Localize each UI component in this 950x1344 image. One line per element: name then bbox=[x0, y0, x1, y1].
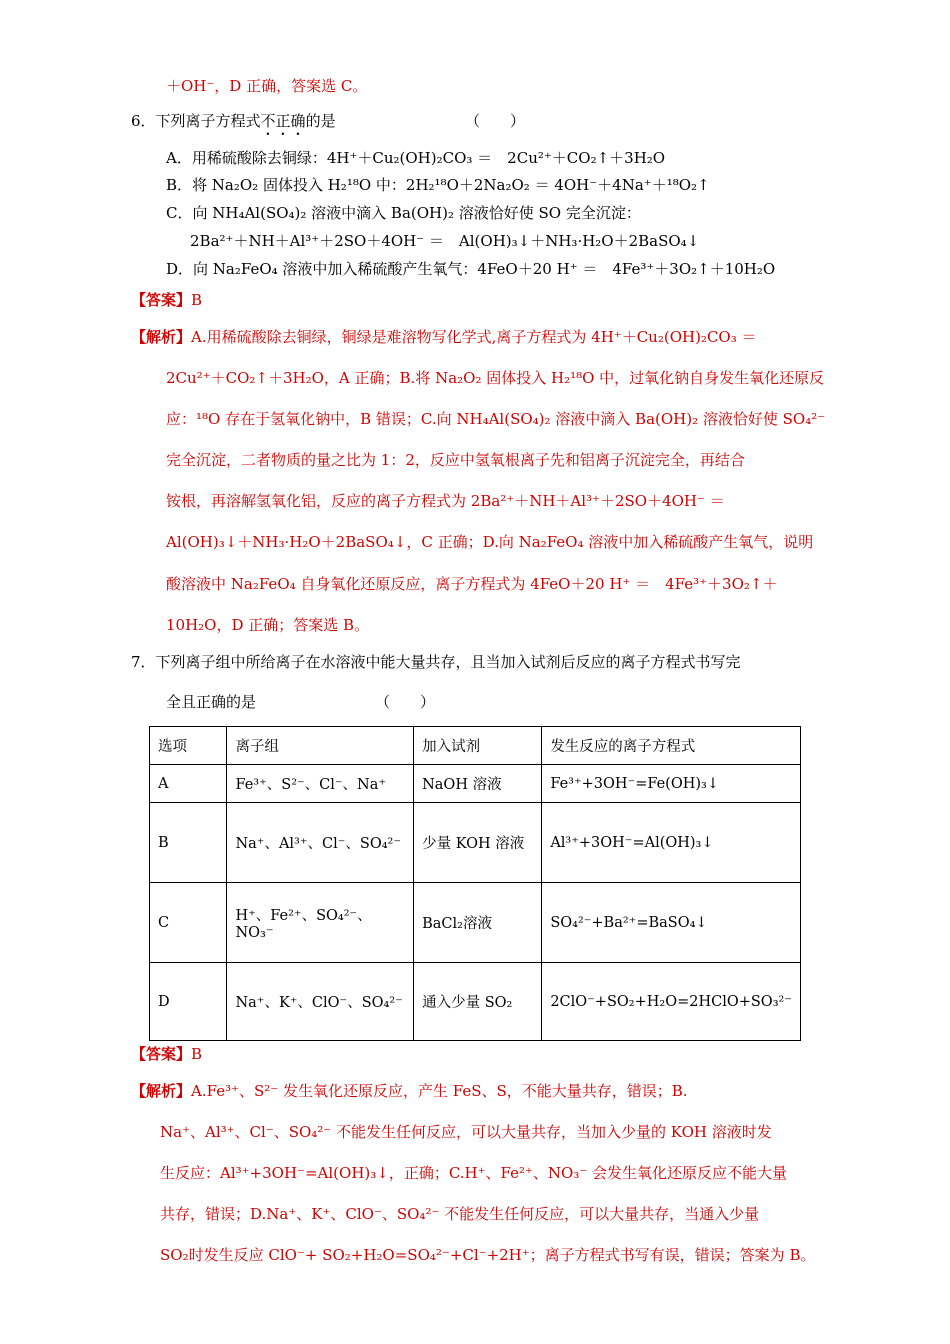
q6-option-c: C．向 NH₄Al(SO₄)₂ 溶液中滴入 Ba(OH)₂ 溶液恰好使 SO 完全沉淀： bbox=[166, 204, 641, 222]
q6-analysis-label: 【解析】 bbox=[131, 328, 192, 346]
cell-reagent: 少量 KOH 溶液 bbox=[414, 803, 542, 883]
cell-equation: Fe³⁺+3OH⁻=Fe(OH)₃↓ bbox=[542, 765, 801, 803]
q6-stem-pre: 6．下列离子方程式 bbox=[131, 112, 261, 130]
q6-analysis-line-7: 酸溶液中 Na₂FeO₄ 自身氧化还原反应，离子方程式为 4FeO＋20 H⁺ ＝ 4Fe³⁺＋3O₂↑＋ bbox=[166, 575, 778, 593]
cell-reagent: 通入少量 SO₂ bbox=[414, 963, 542, 1041]
q6-analysis-line-3: 应：¹⁸O 存在于氢氧化钠中，B 错误；C.向 NH₄Al(SO₄)₂ 溶液中滴入 Ba(OH)₂ 溶液恰好使 SO₄²⁻ bbox=[166, 410, 826, 428]
q6-analysis-line-6: Al(OH)₃↓＋NH₃·H₂O＋2BaSO₄↓，C 正确；D.向 Na₂FeO₄ 溶液中加入稀硫酸产生氧气，说明 bbox=[166, 533, 814, 551]
cell-equation: 2ClO⁻+SO₂+H₂O=2HClO+SO₃²⁻ bbox=[542, 963, 801, 1041]
cell-reagent: BaCl₂溶液 bbox=[414, 883, 542, 963]
header-reagent: 加入试剂 bbox=[414, 727, 542, 765]
q6-option-a: A．用稀硫酸除去铜绿：4H⁺＋Cu₂(OH)₂CO₃ ＝ 2Cu²⁺＋CO₂↑＋3H₂O bbox=[166, 149, 666, 167]
q6-answer bbox=[131, 290, 202, 310]
q7-stem-line-2: 全且正确的是 bbox=[166, 693, 257, 711]
cell-option: D bbox=[150, 963, 227, 1041]
cell-ion-group: Na⁺、Al³⁺、Cl⁻、SO₄²⁻ bbox=[227, 803, 414, 883]
prev-answer-tail: ＋OH⁻，D 正确，答案选 C。 bbox=[166, 77, 368, 95]
cell-equation: Al³⁺+3OH⁻=Al(OH)₃↓ bbox=[542, 803, 801, 883]
table-row bbox=[150, 765, 801, 803]
q7-analysis-line-4: 共存，错误；D.Na⁺、K⁺、ClO⁻、SO₄²⁻ 不能发生任何反应，可以大量共存，当通入少量 bbox=[160, 1205, 760, 1223]
header-equation: 发生反应的离子方程式 bbox=[542, 727, 801, 765]
q6-analysis-line-1 bbox=[131, 327, 757, 347]
cell-ion-group: H⁺、Fe²⁺、SO₄²⁻、NO₃⁻ bbox=[227, 883, 414, 963]
cell-reagent: NaOH 溶液 bbox=[414, 765, 542, 803]
cell-option: B bbox=[150, 803, 227, 883]
q7-answer-paren: （ ） bbox=[375, 693, 436, 711]
q7-analysis-label: 【解析】 bbox=[131, 1082, 192, 1100]
table-row bbox=[150, 803, 801, 883]
q6-analysis-text: A.用稀硫酸除去铜绿，铜绿是难溶物写化学式,离子方程式为 4H⁺＋Cu₂(OH)₂CO₃ ＝ bbox=[191, 328, 757, 346]
q6-option-d: D．向 Na₂FeO₄ 溶液中加入稀硫酸产生氧气：4FeO＋20 H⁺ ＝ 4Fe³⁺＋3O₂↑＋10H₂O bbox=[166, 260, 776, 278]
q6-stem-post: 的是 bbox=[305, 112, 336, 130]
q7-analysis-line-1 bbox=[131, 1081, 688, 1101]
q7-answer bbox=[131, 1044, 202, 1064]
q7-answer-value: B bbox=[191, 1045, 203, 1063]
q6-analysis-line-2: 2Cu²⁺＋CO₂↑＋3H₂O，A 正确；B.将 Na₂O₂ 固体投入 H₂¹⁸O 中，过氧化钠自身发生氧化还原反 bbox=[166, 369, 825, 387]
q6-analysis-line-5: 铵根，再溶解氢氧化铝，反应的离子方程式为 2Ba²⁺＋NH＋Al³⁺＋2SO＋4OH⁻ ＝ bbox=[166, 492, 725, 510]
q6-analysis-line-4: 完全沉淀，二者物质的量之比为 1：2，反应中氢氧根离子先和铝离子沉淀完全，再结合 bbox=[166, 451, 745, 469]
q7-analysis-text: A.Fe³⁺、S²⁻ 发生氧化还原反应，产生 FeS、S，不能大量共存，错误；B. bbox=[191, 1082, 688, 1100]
q6-stem-emphasis: 不正确 bbox=[260, 112, 306, 130]
q7-options-table bbox=[149, 726, 801, 1041]
cell-option: A bbox=[150, 765, 227, 803]
cell-ion-group: Fe³⁺、S²⁻、Cl⁻、Na⁺ bbox=[227, 765, 414, 803]
q6-stem bbox=[131, 111, 336, 139]
cell-option: C bbox=[150, 883, 227, 963]
header-option: 选项 bbox=[150, 727, 227, 765]
cell-equation: SO₄²⁻+Ba²⁺=BaSO₄↓ bbox=[542, 883, 801, 963]
q7-analysis-line-3: 生反应：Al³⁺+3OH⁻=Al(OH)₃↓，正确；C.H⁺、Fe²⁺、NO₃⁻ 会发生氧化还原反应不能大量 bbox=[160, 1164, 788, 1182]
table-row bbox=[150, 963, 801, 1041]
q6-answer-paren: （ ） bbox=[465, 112, 526, 130]
q7-stem-line-1: 7．下列离子组中所给离子在水溶液中能大量共存，且当加入试剂后反应的离子方程式书写完 bbox=[131, 653, 741, 671]
q6-answer-label: 【答案】 bbox=[131, 291, 192, 309]
cell-ion-group: Na⁺、K⁺、ClO⁻、SO₄²⁻ bbox=[227, 963, 414, 1041]
table-row bbox=[150, 883, 801, 963]
q6-analysis-line-8: 10H₂O，D 正确；答案选 B。 bbox=[166, 616, 370, 634]
q6-option-c-equation: 2Ba²⁺＋NH＋Al³⁺＋2SO＋4OH⁻ ＝ Al(OH)₃↓＋NH₃·H₂O＋2BaSO₄↓ bbox=[190, 232, 700, 250]
q6-answer-value: B bbox=[191, 291, 203, 309]
header-ion-group: 离子组 bbox=[227, 727, 414, 765]
table-header-row bbox=[150, 727, 801, 765]
q6-option-b: B．将 Na₂O₂ 固体投入 H₂¹⁸O 中：2H₂¹⁸O＋2Na₂O₂ ＝ 4OH⁻＋4Na⁺＋¹⁸O₂↑ bbox=[166, 176, 710, 194]
q7-analysis-line-2: Na⁺、Al³⁺、Cl⁻、SO₄²⁻ 不能发生任何反应，可以大量共存，当加入少量的 KOH 溶液时发 bbox=[160, 1123, 772, 1141]
q7-analysis-line-5: SO₂时发生反应 ClO⁻+ SO₂+H₂O=SO₄²⁻+Cl⁻+2H⁺；离子方程式书写有误，错误；答案为 B。 bbox=[160, 1246, 816, 1264]
q7-answer-label: 【答案】 bbox=[131, 1045, 192, 1063]
